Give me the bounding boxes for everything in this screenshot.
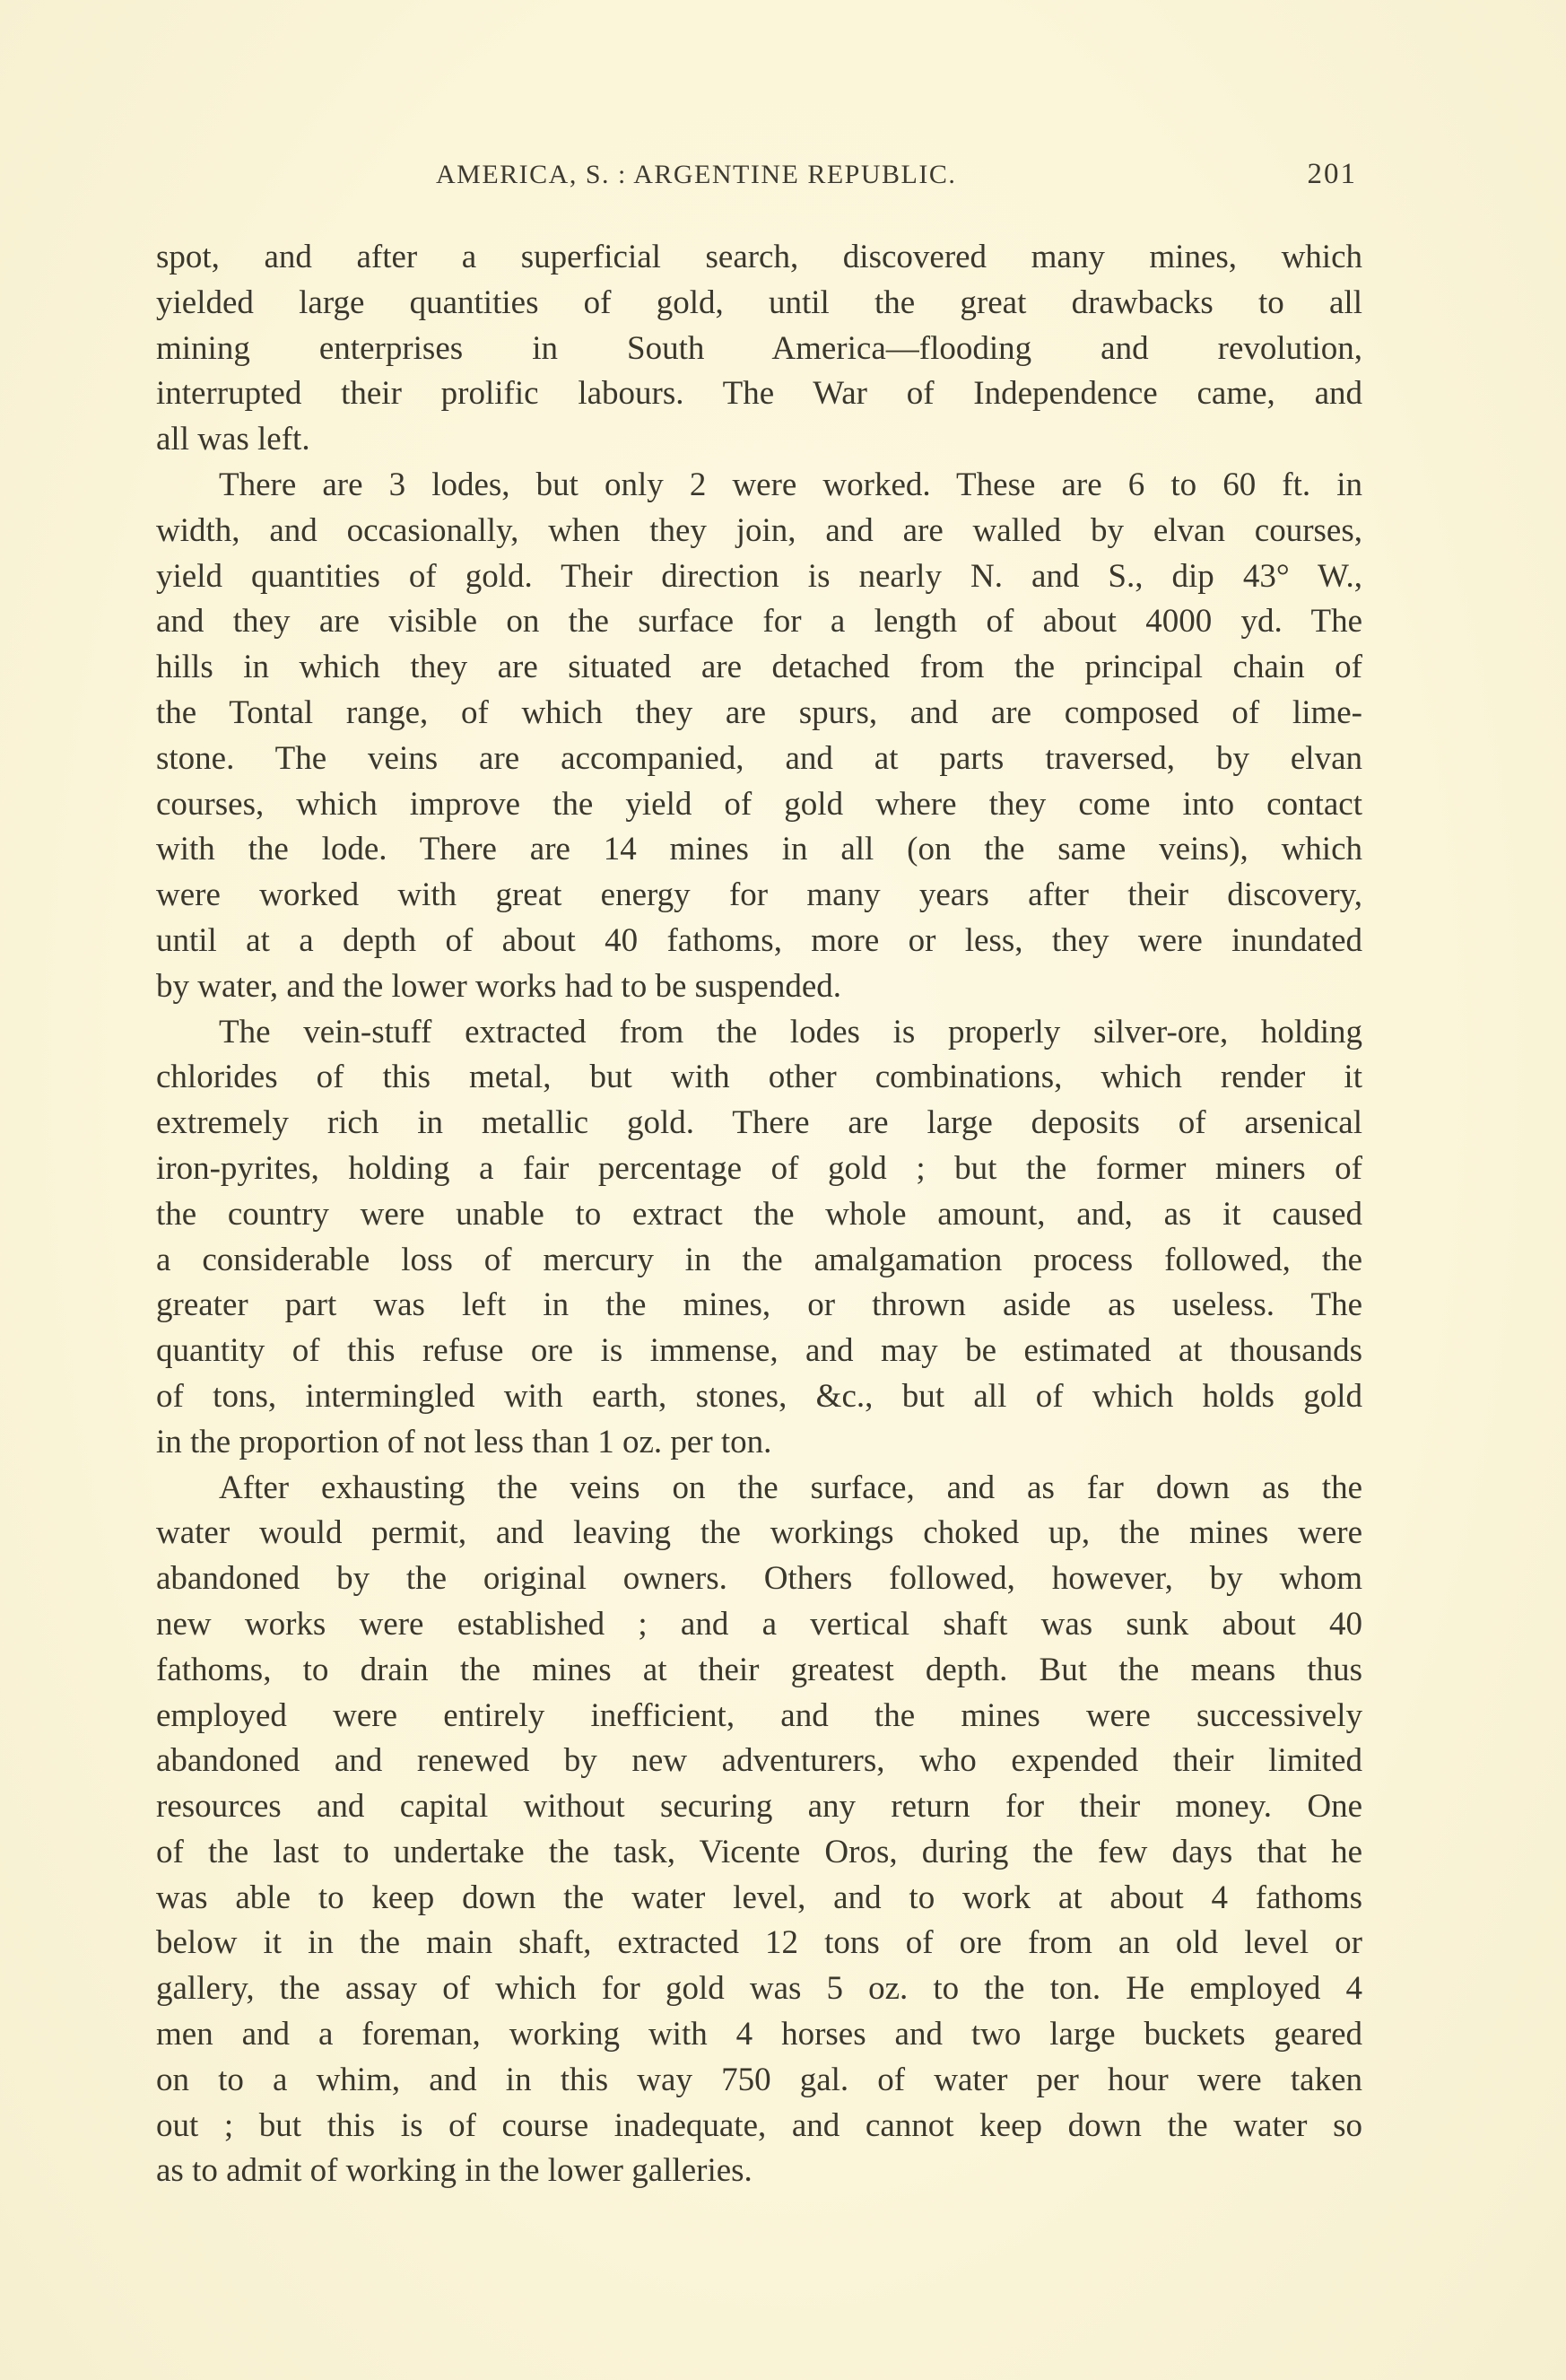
page-number: 201 — [1307, 158, 1357, 190]
text-line: below it in the main shaft, extracted 12 tons of ore from an old level or — [156, 1924, 1362, 1962]
text-line: employed were entirely inefficient, and the mines were successively — [156, 1696, 1362, 1734]
text-line: with the lode. There are 14 mines in all (on the same veins), which — [156, 831, 1362, 868]
text-line: on to a whim, and in this way 750 gal. of water per hour were taken — [156, 2061, 1362, 2098]
text-line: The vein-stuff extracted from the lodes is properly silver-ore, holding — [219, 1013, 1362, 1051]
text-line: resources and capital without securing any return for their money. One — [156, 1788, 1362, 1826]
text-line: were worked with great energy for many years after their discovery, — [156, 876, 1362, 914]
text-line: width, and occasionally, when they join, and are walled by elvan courses, — [156, 511, 1362, 549]
text-line: and they are visible on the surface for a length of about 4000 yd. The — [156, 603, 1362, 641]
text-line: courses, which improve the yield of gold where they come into contact — [156, 785, 1362, 823]
text-line: all was left. — [156, 421, 310, 458]
text-line: of tons, intermingled with earth, stones, &c., but all of which holds gold — [156, 1377, 1362, 1415]
paragraph — [156, 1010, 1362, 1466]
text-line: iron-pyrites, holding a fair percentage of gold ; but the former miners of — [156, 1149, 1362, 1187]
text-line: There are 3 lodes, but only 2 were worked. These are 6 to 60 ft. in — [219, 466, 1362, 503]
running-title: AMERICA, S. : ARGENTINE REPUBLIC. — [436, 160, 957, 189]
text-line: interrupted their prolific labours. The War of Independence came, and — [156, 375, 1362, 413]
text-line: water would permit, and leaving the workings choked up, the mines were — [156, 1514, 1362, 1552]
body-text — [156, 235, 1362, 2194]
text-line: of the last to undertake the task, Vicente Oros, during the few days that he — [156, 1833, 1362, 1870]
text-line: until at a depth of about 40 fathoms, more or less, they were inundated — [156, 921, 1362, 959]
text-line: After exhausting the veins on the surface, and as far down as the — [219, 1469, 1362, 1506]
text-line: out ; but this is of course inadequate, and cannot keep down the water so — [156, 2106, 1362, 2144]
text-line: greater part was left in the mines, or thrown aside as useless. The — [156, 1286, 1362, 1324]
running-head — [156, 158, 1362, 194]
text-line: mining enterprises in South America—flooding and revolution, — [156, 329, 1362, 367]
text-line: fathoms, to drain the mines at their greatest depth. But the means thus — [156, 1651, 1362, 1688]
text-line: yield quantities of gold. Their direction is nearly N. and S., dip 43° W., — [156, 557, 1362, 595]
text-line: stone. The veins are accompanied, and at parts traversed, by elvan — [156, 739, 1362, 777]
text-line: in the proportion of not less than 1 oz. per ton. — [156, 1423, 772, 1460]
text-line: chlorides of this metal, but with other combinations, which render it — [156, 1059, 1362, 1096]
paragraph — [156, 463, 1362, 1010]
text-line: abandoned and renewed by new adventurers, who expended their limited — [156, 1742, 1362, 1780]
text-line: by water, and the lower works had to be suspended. — [156, 967, 842, 1005]
paragraph — [156, 235, 1362, 463]
text-line: the country were unable to extract the whole amount, and, as it caused — [156, 1195, 1362, 1233]
text-line: new works were established ; and a vertical shaft was sunk about 40 — [156, 1605, 1362, 1643]
text-line: hills in which they are situated are detached from the principal chain of — [156, 649, 1362, 686]
text-line: extremely rich in metallic gold. There are large deposits of arsenical — [156, 1104, 1362, 1142]
text-line: as to admit of working in the lower galleries. — [156, 2152, 753, 2190]
text-line: a considerable loss of mercury in the amalgamation process followed, the — [156, 1241, 1362, 1278]
text-line: the Tontal range, of which they are spurs, and are composed of lime- — [156, 693, 1362, 731]
text-line: men and a foreman, working with 4 horses and two large buckets geared — [156, 2016, 1362, 2053]
paragraph — [156, 1466, 1362, 2195]
text-line: abandoned by the original owners. Others followed, however, by whom — [156, 1560, 1362, 1598]
text-line: quantity of this refuse ore is immense, and may be estimated at thousands — [156, 1332, 1362, 1370]
text-line: was able to keep down the water level, and to work at about 4 fathoms — [156, 1879, 1362, 1916]
text-line: yielded large quantities of gold, until the great drawbacks to all — [156, 283, 1362, 321]
text-line: spot, and after a superficial search, discovered many mines, which — [156, 239, 1362, 275]
text-line: gallery, the assay of which for gold was 5 oz. to the ton. He employed 4 — [156, 1970, 1362, 2008]
